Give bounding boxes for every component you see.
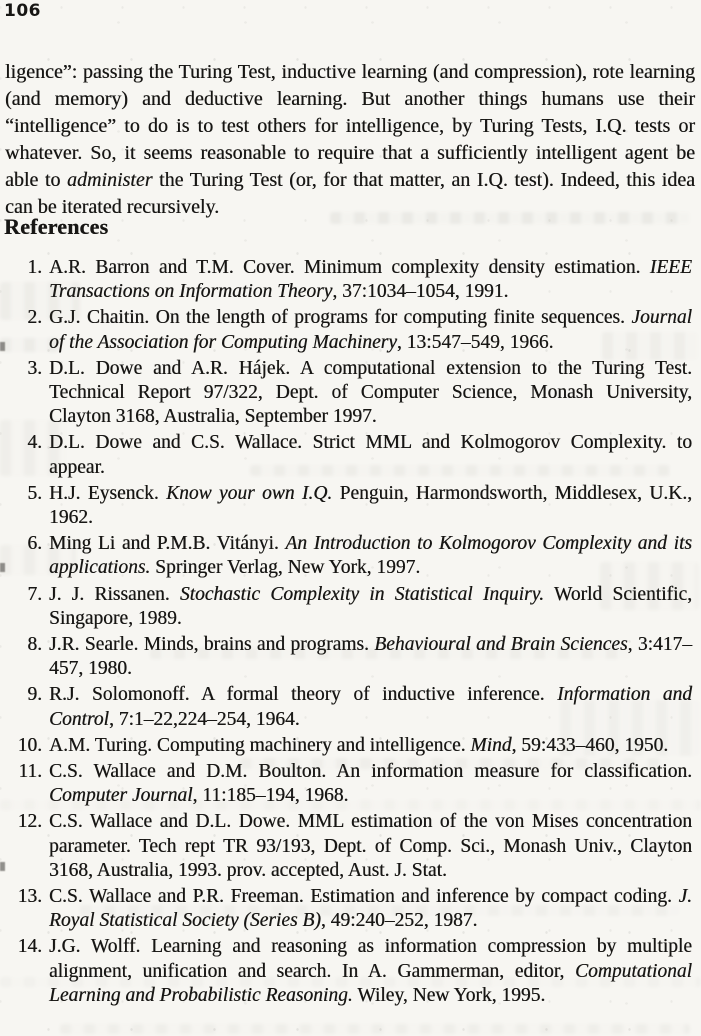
reference-item [0,810,698,883]
reference-text [49,936,692,1005]
reference-text-segment: D.L. Dowe and A.R. Hájek. A computational extension to the Turing Test. Technical Report 97/322, Dept. of Computer Science, Monash University, Clayton 3168, Australia, September 1997. [49,357,692,428]
reference-text-segment: World Scientific, Singapore, 1989. [49,583,692,629]
reference-text [49,584,692,629]
reference-text-segment: A.R. Barron and T.M. Cover. Minimum complexity density estimation. [49,257,650,278]
reference-text-segment: C.S. Wallace and D.M. Boulton. An information measure for classification. [49,761,692,783]
reference-item [0,306,698,354]
reference-number: 5. [27,482,42,504]
reference-text [49,761,692,806]
reference-item [0,734,698,758]
reference-title-italic: An Introduction to Kolmogorov Complexity and its applications. [49,533,692,579]
reference-text [49,684,692,729]
reference-text [49,432,692,477]
reference-item [0,583,698,631]
reference-number: 14. [17,936,42,958]
reference-number: 2. [27,307,42,329]
reference-text-segment: J.G. Wolff. Learning and reasoning as information compression by multiple alignment, unification and search. In A. Gammerman, editor, [49,936,692,982]
intro-text-pre: ligence”: passing the Turing Test, inductive learning (and compression), rote learning (and memory) and deductive learning. But another things humans use their “intelligence” to do is to test others for intelligence, by Turing Tests, I.Q. tests or whatever. So, it seems reasonable to require that a sufficiently intelligent agent be able to [5,61,695,191]
reference-title-italic: Behavioural and Brain Sciences [374,634,628,656]
reference-text-segment: , 7:1–22,224–254, 1964. [108,708,300,730]
reference-text-segment: , 11:185–194, 1968. [192,785,349,807]
reference-text-segment: C.S. Wallace and P.R. Freeman. Estimation and inference by compact coding. [49,886,679,908]
reference-text-segment: J.R. Searle. Minds, brains and programs. [49,634,375,656]
reference-number: 4. [27,432,42,454]
scan-artifact [60,1024,690,1034]
reference-item [0,256,698,304]
reference-number: 1. [27,257,42,278]
reference-title-italic: IEEE Transactions on Information Theory [49,257,692,303]
reference-title-italic: Computational Learning and Probabilistic Reasoning. [49,960,692,1006]
reference-item [0,935,698,1008]
reference-title-italic: J. Royal Statistical Society (Series B) [49,886,692,932]
reference-number: 3. [27,357,42,379]
reference-text-segment: Penguin, Harmondsworth, Middlesex, U.K., 1962. [49,482,693,529]
reference-item [0,683,698,731]
reference-text [49,533,692,578]
reference-text-segment: G.J. Chaitin. On the length of programs for computing finite sequences. [49,307,632,329]
reference-item [0,431,698,479]
reference-text-segment: H.J. Eysenck. [49,482,167,504]
reference-text-segment: J. J. Rissanen. [49,583,180,605]
references-heading: References [4,214,109,239]
reference-number: 13. [17,886,42,908]
reference-text-segment: , 59:433–460, 1950. [511,734,669,756]
reference-text-segment: , 3:417–457, 1980. [49,634,692,680]
reference-number: 10. [17,734,42,756]
reference-title-italic: Computer Journal [49,785,193,807]
reference-title-italic: Stochastic Complexity in Statistical Inquiry. [179,583,545,605]
reference-text-segment: A.M. Turing. Computing machinery and intelligence. [49,734,471,756]
reference-item [0,633,698,681]
reference-title-italic: Journal of the Association for Computing Machinery [49,307,692,353]
reference-number: 7. [27,583,42,605]
reference-text-segment: Springer Verlag, New York, 1997. [150,557,421,579]
reference-number: 9. [27,684,42,706]
reference-text-segment: Ming Li and P.M.B. Vitányi. [49,533,286,555]
reference-title-italic: Information and Control [49,684,693,730]
reference-text [49,257,692,302]
reference-item [0,760,698,808]
reference-text [49,483,692,528]
reference-text-segment: C.S. Wallace and D.L. Dowe. MML estimation of the von Mises concentration parameter. Tech rept TR 93/193, Dept. of Comp. Sci., Monash Univ., Clayton 3168, Australia, 1993. prov. accepted, Aust. J. Stat. [49,811,692,881]
reference-number: 6. [27,533,42,555]
intro-italic-word: administer [66,169,153,191]
page-number: 106 [4,1,41,21]
reference-text [49,811,692,880]
reference-title-italic: Know your own I.Q. [166,482,333,504]
reference-item [0,532,698,580]
reference-number: 12. [17,811,42,833]
reference-text-segment: , 37:1034–1054, 1991. [332,281,509,303]
reference-title-italic: Mind [470,734,512,756]
reference-text-segment: R.J. Solomonoff. A formal theory of inductive inference. [49,684,558,706]
intro-text-post: the Turing Test (or, for that matter, an I.Q. test). Indeed, this idea can be iterated recursively. [5,169,695,218]
reference-text [49,735,668,756]
reference-text-segment: , 49:240–252, 1987. [320,910,478,932]
reference-text-segment: Wiley, New York, 1995. [352,984,546,1006]
reference-text [49,886,692,931]
reference-number: 11. [18,761,42,783]
reference-text-segment: D.L. Dowe and C.S. Wallace. Strict MML and Kolmogorov Complexity. to appear. [49,432,692,478]
reference-number: 8. [27,634,42,656]
reference-text [49,358,692,427]
reference-item [0,885,698,933]
reference-text-segment: , 13:547–549, 1966. [396,331,554,353]
reference-text [49,634,692,679]
reference-text [49,307,692,352]
intro-paragraph [5,59,695,221]
reference-item [0,482,698,530]
reference-item [0,357,698,430]
references-list [0,256,698,1010]
